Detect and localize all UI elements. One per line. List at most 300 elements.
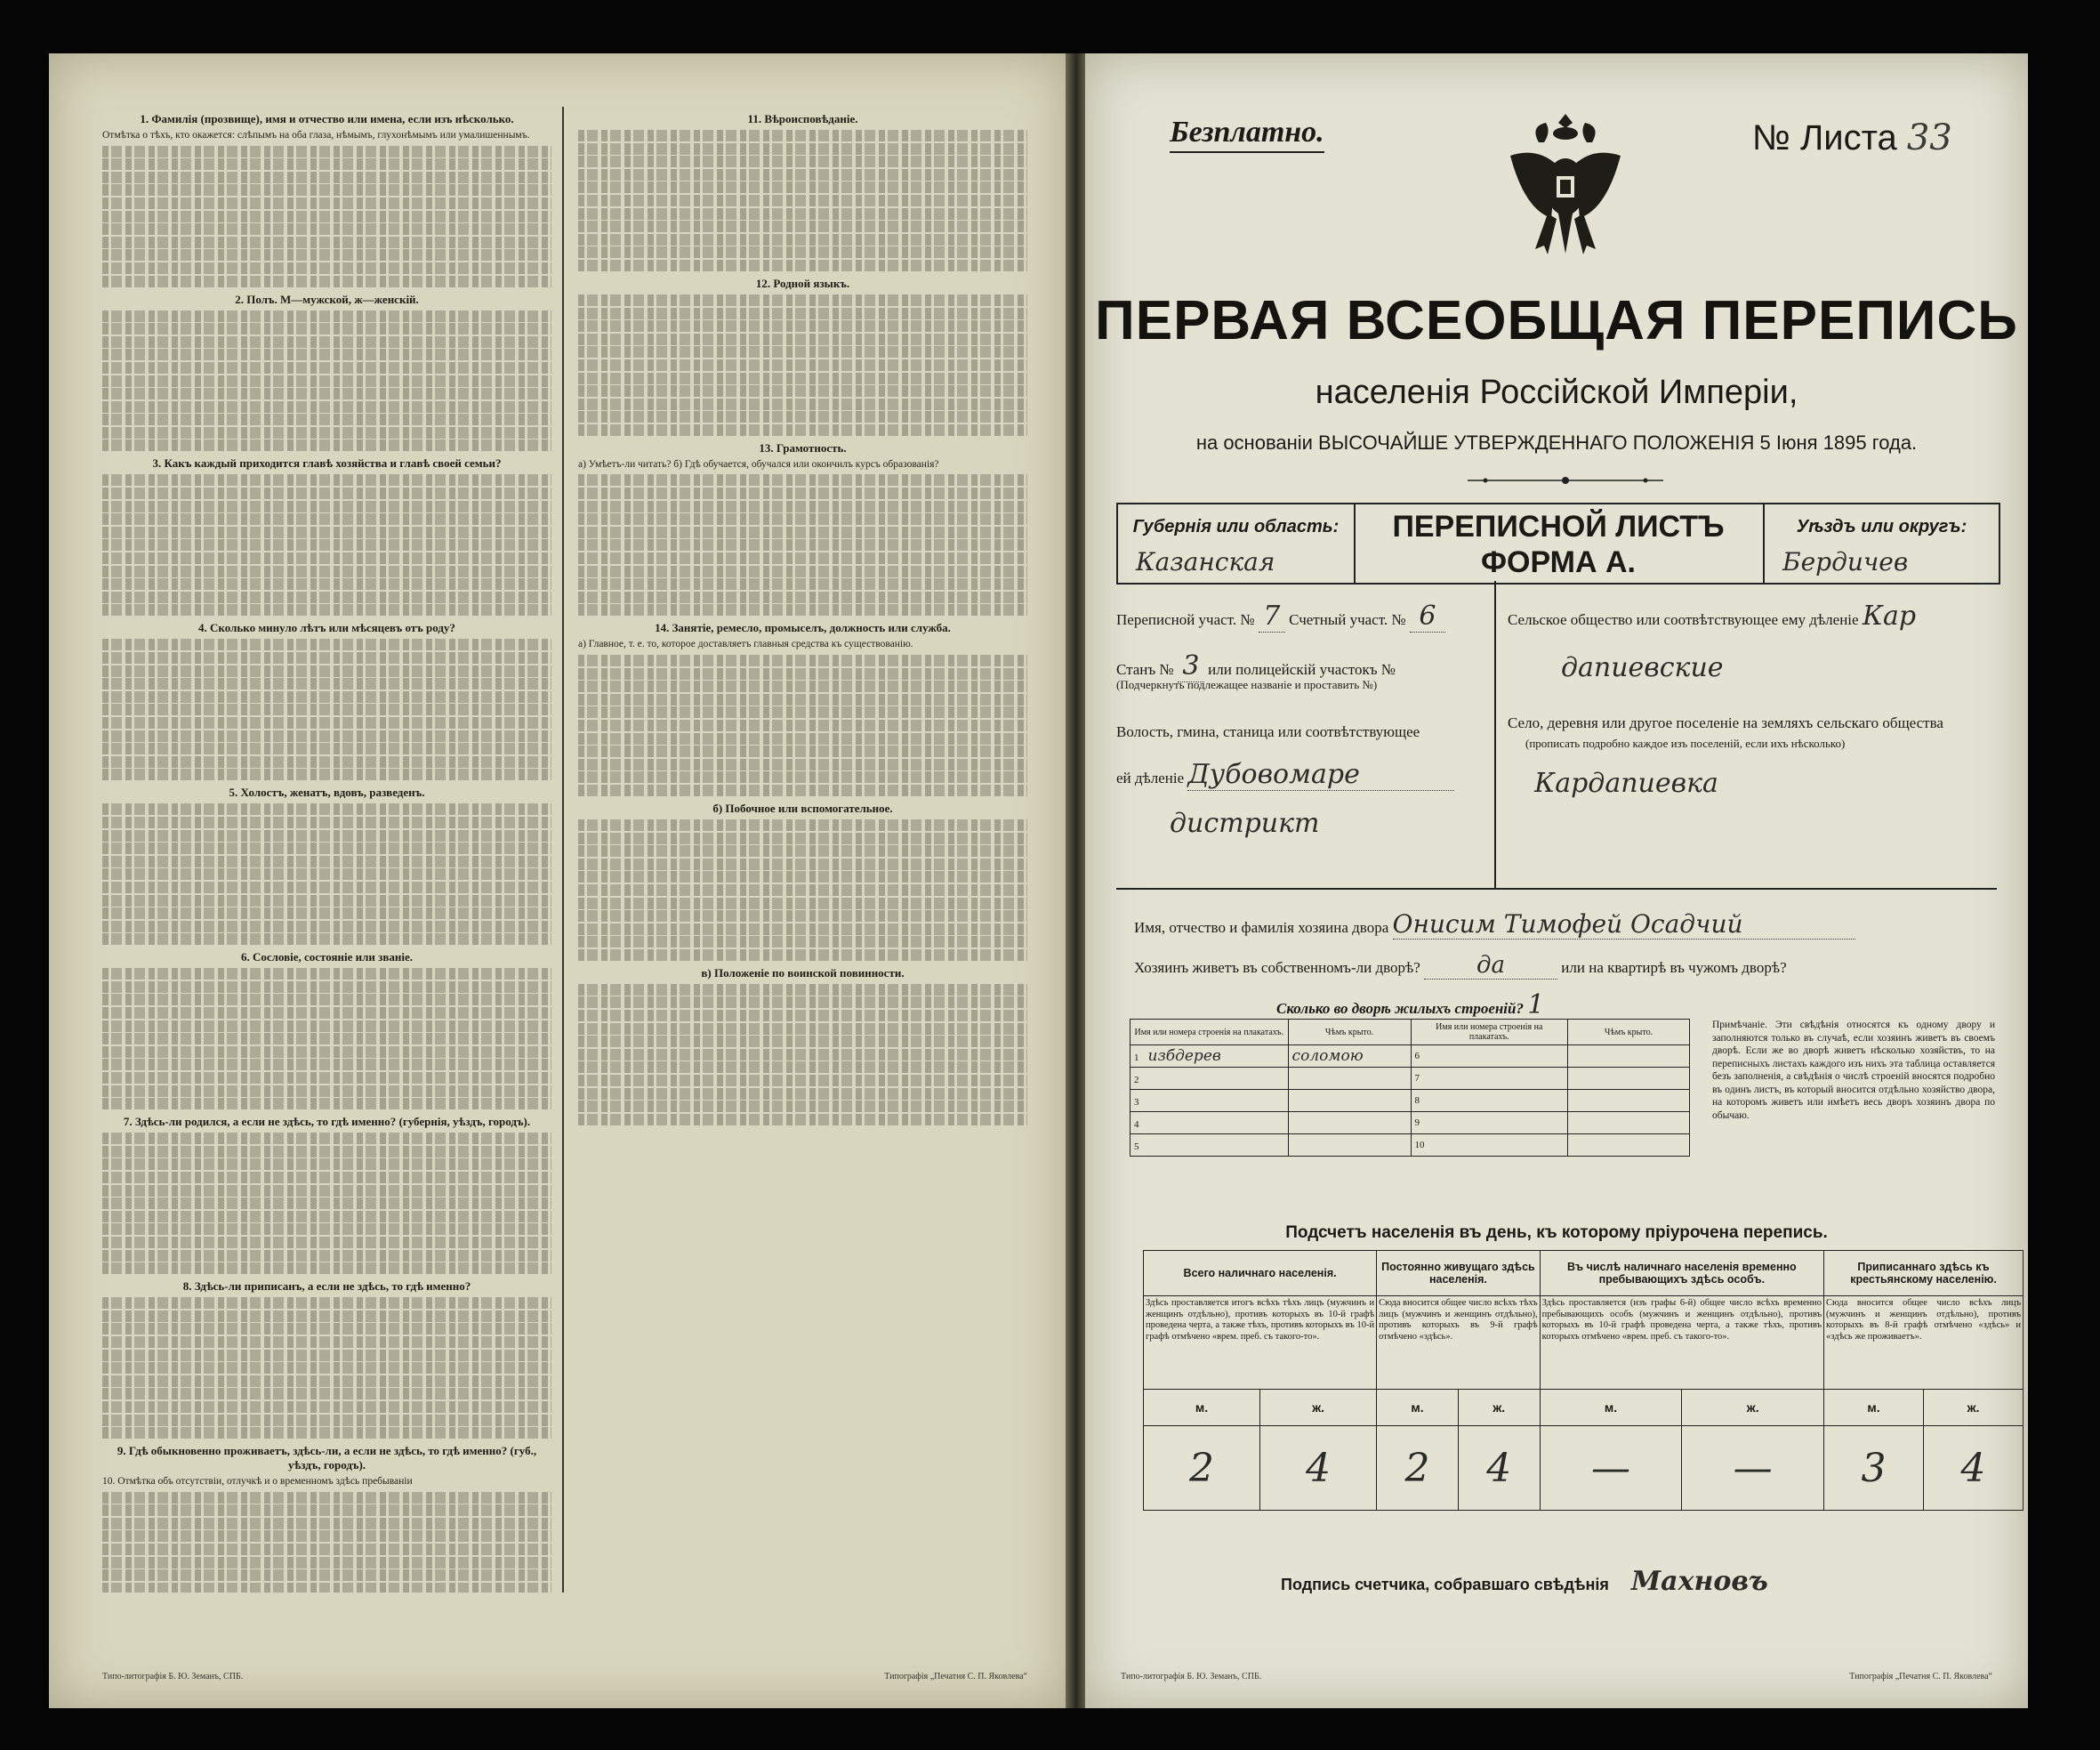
printed-text-line — [578, 668, 1027, 680]
right-footer-printer: Типо-литографія Б. Ю. Земанъ, СПБ. — [1121, 1672, 1262, 1681]
bldg-roof-cell[interactable] — [1288, 1134, 1411, 1157]
printed-text-line — [102, 1518, 551, 1529]
sex-m-3: м. — [1540, 1390, 1682, 1426]
instructions-column-1 — [102, 107, 551, 1593]
printed-text-line — [102, 1557, 551, 1569]
imperial-eagle-emblem-icon — [1503, 107, 1628, 262]
bldg-row-number: 5 — [1134, 1141, 1139, 1152]
printed-text-line — [578, 592, 1027, 603]
society-field — [1508, 601, 1916, 632]
printed-text-line — [578, 308, 1027, 319]
bldg-row-number: 1 — [1134, 1052, 1139, 1063]
left-page-footer — [102, 1672, 1027, 1681]
printed-text-line — [102, 769, 551, 780]
printed-text-line — [102, 414, 551, 425]
bldg-col-roof-2: Чѣмъ крыто. — [1568, 1020, 1690, 1045]
printed-text-line — [578, 1061, 1027, 1073]
printed-text-line — [578, 771, 1027, 783]
printed-text-line — [102, 1375, 551, 1387]
printed-text-line — [102, 262, 551, 274]
printed-text-line — [102, 198, 551, 209]
printed-text-line — [102, 1007, 551, 1019]
form-basis: на основаніи ВЫСОЧАЙШЕ УТВЕРЖДЕННАГО ПОЛОЖЕНІЯ 5 Іюня 1895 года. — [1195, 431, 1918, 454]
printed-text-line — [578, 746, 1027, 757]
form-type-cell — [1354, 504, 1765, 583]
printed-text-line — [578, 859, 1027, 870]
printed-text-line — [578, 759, 1027, 770]
printed-text-line — [578, 346, 1027, 358]
printed-text-line — [102, 1401, 551, 1413]
printed-text-line — [102, 223, 551, 235]
printed-text-line — [102, 843, 551, 854]
printed-text-line — [578, 1088, 1027, 1100]
buildings-table — [1130, 1019, 1690, 1157]
buildings-field — [1276, 989, 1544, 1020]
owner-field — [1134, 909, 1855, 940]
village-label: Село, деревня или другое поселеніе на земляхъ сельскаго общества — [1508, 714, 1943, 731]
book-gutter — [1066, 53, 1087, 1708]
printed-text-line — [102, 1504, 551, 1516]
col1-body-9: 10. Отмѣтка объ отсутствіи, отлучкѣ и о временномъ здѣсь пребываніи — [102, 1476, 413, 1488]
printed-text-line — [102, 323, 551, 335]
own-house-label: Хозяинъ живетъ въ собственномъ-ли дворѣ? — [1134, 959, 1420, 976]
count-desc-total: Здѣсь проставляется итогъ всѣхъ тѣхъ лицъ (мужчинъ и женщинъ отдѣльно), противъ которыхъ въ 10-й графѣ проведена черта, а также тѣхъ, противъ которыхъ въ 10-й графѣ отмѣчено «врем. преб. съ такого-то». — [1144, 1296, 1377, 1390]
bldg-roof-cell[interactable] — [1288, 1068, 1411, 1090]
printed-text-line — [102, 527, 551, 538]
printed-text-line — [102, 513, 551, 525]
bldg-row-number: 3 — [1134, 1097, 1139, 1108]
sex-m-4: м. — [1824, 1390, 1924, 1426]
printed-text-line — [578, 208, 1027, 220]
printed-text-line — [102, 375, 551, 387]
printed-text-line — [102, 1059, 551, 1070]
volost-label-2: ей дѣленіе — [1116, 770, 1185, 786]
count-desc-permanent: Сюда вносится общее число всѣхъ тѣхъ лицъ (мужчинъ и женщинъ отдѣльно), противъ которыхъ въ 9-й графѣ отмѣчено «здѣсь». — [1377, 1296, 1541, 1390]
printed-text-line — [578, 294, 1027, 306]
bldg-name-cell[interactable] — [1130, 1068, 1289, 1090]
census-district-value[interactable]: 7 — [1259, 601, 1285, 633]
buildings-table-row — [1130, 1045, 1690, 1068]
printed-text-line — [102, 704, 551, 715]
sheet-number — [1752, 117, 1952, 158]
printed-text-line — [102, 1146, 551, 1157]
printed-text-line — [578, 819, 1027, 831]
count-value-permanent-f[interactable]: 4 — [1458, 1426, 1540, 1511]
society-label: Сельское общество или соотвѣтствующее ему дѣленіе — [1508, 611, 1859, 628]
sex-f-4: ж. — [1923, 1390, 2023, 1426]
bldg-roof-cell[interactable] — [1288, 1112, 1411, 1134]
printed-text-line — [102, 1310, 551, 1322]
printed-text-line — [102, 388, 551, 399]
printed-text-line — [102, 1544, 551, 1555]
printed-text-line — [102, 1262, 551, 1274]
printed-text-line — [578, 320, 1027, 332]
location-divider — [1494, 581, 1496, 888]
uezd-cell — [1765, 504, 1999, 583]
printed-text-line — [578, 910, 1027, 922]
col2-heading-1: 11. Вѣроисповѣданіе. — [747, 112, 858, 125]
printed-text-line — [578, 334, 1027, 345]
location-fields-box — [1116, 581, 1997, 890]
printed-text-line — [102, 336, 551, 348]
printed-text-line — [578, 845, 1027, 857]
volost-value-2[interactable]: дистрикт — [1170, 808, 1320, 839]
apartment-label: или на квартирѣ въ чужомъ дворѣ? — [1561, 959, 1787, 976]
printed-text-line — [102, 717, 551, 729]
count-value-permanent-m[interactable]: 2 — [1377, 1426, 1459, 1511]
signature-label: Подпись счетчика, собравшаго свѣдѣнія — [1281, 1576, 1609, 1593]
count-desc-temporary: Здѣсь проставляется (изъ графы 6-й) общее число всѣхъ временно пребывающихъ особъ (мужчинъ и женщинъ отдѣльно), противъ которыхъ въ 10-й графѣ проведена черта, а также тѣхъ, противъ которыхъ отмѣчено «врем. преб. съ такого-то». — [1540, 1296, 1823, 1390]
sex-m-2: м. — [1377, 1390, 1459, 1426]
buildings-table-row — [1130, 1068, 1690, 1090]
col1-heading-5: 5. Холостъ, женатъ, вдовъ, разведенъ. — [229, 786, 425, 800]
counting-district-value[interactable]: 6 — [1410, 601, 1445, 633]
printed-text-line — [578, 195, 1027, 206]
printed-text-line — [102, 276, 551, 287]
volost-value[interactable]: Дубовомаре — [1187, 759, 1454, 791]
printed-text-line — [102, 1198, 551, 1209]
bldg-name-cell[interactable]: 7 — [1411, 1068, 1567, 1090]
sex-m-1: м. — [1144, 1390, 1260, 1426]
printed-text-line — [102, 1046, 551, 1058]
printed-text-line — [102, 817, 551, 828]
owner-value[interactable]: Онисим Тимофей Осадчий — [1393, 909, 1855, 940]
printed-text-line — [102, 1250, 551, 1262]
printed-text-line — [102, 440, 551, 451]
gubernia-value[interactable]: Казанская — [1136, 547, 1275, 577]
volost-label-1: Волость, гмина, станица или соотвѣтствующее — [1116, 723, 1420, 740]
village-value-line — [1534, 768, 1718, 799]
printed-text-line — [578, 706, 1027, 718]
printed-text-line — [102, 539, 551, 551]
count-header-total: Всего наличнаго населенія. — [1144, 1251, 1377, 1296]
printed-text-line — [578, 949, 1027, 961]
police-label: или полицейскій участокъ № — [1208, 661, 1396, 678]
form-type-code: ФОРМА А. — [1480, 545, 1637, 579]
printed-text-line — [578, 984, 1027, 996]
instructions-column-2 — [578, 107, 1027, 1593]
printed-text-line — [102, 1211, 551, 1222]
count-values-row — [1144, 1426, 2024, 1511]
printed-text-line — [578, 513, 1027, 525]
printed-text-line — [102, 249, 551, 261]
printed-text-line — [578, 221, 1027, 232]
printed-text-line — [578, 399, 1027, 410]
col2-heading-6: в) Положеніе по воинской повинности. — [701, 965, 905, 980]
printed-text-line — [102, 1415, 551, 1426]
count-value-temporary-f[interactable]: — — [1682, 1426, 1824, 1511]
printed-text-line — [102, 1237, 551, 1248]
printed-text-line — [578, 871, 1027, 883]
census-form-page — [1085, 53, 2028, 1708]
printed-text-line — [102, 933, 551, 945]
bldg-name-cell[interactable]: 6 — [1411, 1045, 1567, 1068]
printed-text-line — [102, 237, 551, 248]
printed-text-line — [578, 1010, 1027, 1021]
stan-note-field — [1116, 675, 1377, 693]
census-district-label: Переписной участ. № — [1116, 611, 1255, 628]
ornament-divider-icon — [1468, 472, 1663, 489]
own-house-value[interactable]: да — [1424, 952, 1557, 980]
printed-text-line — [102, 184, 551, 196]
count-header-permanent: Постоянно живущаго здѣсь населенія. — [1377, 1251, 1541, 1296]
count-value-registered-m[interactable]: 3 — [1824, 1426, 1924, 1511]
printed-text-line — [102, 907, 551, 919]
printed-text-line — [578, 566, 1027, 577]
printed-text-line — [102, 1098, 551, 1109]
printed-text-line — [578, 130, 1027, 141]
buildings-value[interactable]: 1 — [1527, 989, 1545, 1020]
printed-text-line — [102, 803, 551, 815]
printed-text-line — [102, 665, 551, 677]
printed-text-line — [102, 310, 551, 322]
col2-heading-3: 13. Грамотность. — [759, 440, 847, 455]
printed-text-line — [102, 756, 551, 768]
printed-text-line — [102, 349, 551, 360]
right-page-footer — [1121, 1672, 1992, 1681]
printed-text-line — [578, 833, 1027, 844]
printed-text-line — [102, 1569, 551, 1581]
owner-label: Имя, отчество и фамилія хозяина двора — [1134, 919, 1389, 936]
form-subtitle: населенія Россійской Имперіи, — [1315, 374, 1798, 411]
printed-text-line — [102, 427, 551, 439]
form-header-box — [1116, 503, 2000, 585]
left-footer-printer: Типо-литографія Б. Ю. Земанъ, СПБ. — [102, 1672, 244, 1681]
printed-text-line — [102, 1323, 551, 1335]
count-header-temporary: Въ числѣ наличнаго населенія временно пребывающихъ здѣсь особъ. — [1540, 1251, 1823, 1296]
col1-heading-1: 1. Фамилія (прозвище), имя и отчество или имена, если изъ нѣсколько. — [140, 112, 514, 125]
bldg-name-value[interactable]: избдерев — [1147, 1047, 1221, 1065]
printed-text-line — [578, 936, 1027, 948]
own-house-field — [1134, 952, 1787, 980]
buildings-table-row — [1130, 1090, 1690, 1112]
instructions-columns — [102, 107, 1027, 1593]
col2-heading-2: 12. Родной языкъ. — [755, 276, 850, 290]
printed-text-line — [102, 474, 551, 486]
printed-text-line — [102, 211, 551, 222]
printed-text-line — [102, 882, 551, 893]
printed-text-line — [102, 743, 551, 754]
printed-text-line — [578, 501, 1027, 512]
census-district-field — [1116, 601, 1445, 633]
col1-body-1: Отмѣтка о тѣхъ, кто окажется: слѣпымъ на оба глаза, нѣмымъ, глухонѣмымъ или умалишеннымъ. — [102, 130, 530, 141]
bldg-col-name-2: Имя или номера строенія на плакатахъ. — [1411, 1020, 1567, 1045]
bldg-name-cell[interactable] — [1130, 1134, 1289, 1157]
count-value-total-m[interactable]: 2 — [1144, 1426, 1260, 1511]
printed-text-line — [102, 1362, 551, 1374]
buildings-label: Сколько во дворѣ жилыхъ строеній? — [1276, 1000, 1524, 1017]
bldg-name-cell[interactable] — [1130, 1045, 1289, 1068]
printed-text-line — [102, 691, 551, 703]
counting-district-label: Счетный участ. № — [1289, 611, 1406, 628]
buildings-note: Примѣчаніе. Эти свѣдѣнія относятся къ одному двору и заполняются только въ случаѣ, если хозяинъ живетъ въ своемъ дворѣ. Если же во дворѣ живетъ нѣсколько хозяйствъ, то на переписныхъ листахъ каждого изъ нихъ эта таблица оставляется безъ заполненія, а свѣдѣнія о числѣ строеній вносятся подробно въ одинъ листъ, въ который вносится отдѣльно хозяйство двора, на которомъ живетъ или имѣетъ весь дворъ хозяинъ двора по обычаю. — [1712, 1020, 1995, 1121]
count-value-total-f[interactable]: 4 — [1260, 1426, 1377, 1511]
bldg-roof-cell[interactable] — [1288, 1090, 1411, 1112]
printed-text-line — [578, 234, 1027, 246]
printed-text-line — [102, 1020, 551, 1032]
column-divider — [562, 107, 564, 1593]
printed-text-line — [578, 681, 1027, 692]
col1-heading-3: 3. Какъ каждый приходится главѣ хозяйства и главѣ своей семьи? — [152, 456, 502, 471]
bldg-name-cell[interactable]: 8 — [1411, 1090, 1567, 1112]
bldg-roof-cell[interactable] — [1568, 1068, 1690, 1090]
printed-text-line — [578, 1036, 1027, 1047]
instructions-page — [49, 53, 1067, 1708]
printed-text-line — [102, 552, 551, 564]
gubernia-cell — [1118, 504, 1356, 583]
printed-text-line — [578, 733, 1027, 745]
count-description-row — [1144, 1296, 2024, 1390]
bldg-col-name-1: Имя или номера строенія на плакатахъ. — [1130, 1020, 1289, 1045]
population-count-title: Подсчетъ населенія въ день, къ которому пріурочена перепись. — [1285, 1223, 1828, 1242]
buildings-table-row — [1130, 1112, 1690, 1134]
bldg-name-cell[interactable]: 10 — [1411, 1134, 1567, 1157]
printed-text-line — [102, 592, 551, 603]
society-value-line-2 — [1561, 652, 1724, 683]
village-note-field — [1525, 734, 1845, 752]
printed-text-line — [102, 921, 551, 932]
left-footer-typography: Типографія „Печатня С. П. Яковлева“ — [884, 1672, 1027, 1681]
printed-text-line — [102, 1172, 551, 1183]
count-header-row — [1144, 1251, 2024, 1296]
printed-text-line — [578, 884, 1027, 896]
society-value-2[interactable]: дапиевские — [1561, 652, 1724, 683]
printed-text-line — [578, 411, 1027, 423]
bldg-name-cell[interactable]: 9 — [1411, 1112, 1567, 1134]
count-sex-row — [1144, 1390, 2024, 1426]
sex-f-1: ж. — [1260, 1390, 1377, 1426]
printed-text-line — [578, 1023, 1027, 1035]
col2-body-3: а) Умѣетъ-ли читать? б) Гдѣ обучается, обучался или окончилъ курсъ образованія? — [578, 458, 939, 470]
printed-text-line — [578, 359, 1027, 371]
col1-heading-2: 2. Полъ. М—мужской, ж—женскій. — [235, 292, 419, 306]
bldg-name-cell[interactable] — [1130, 1090, 1289, 1112]
printed-text-line — [578, 1114, 1027, 1125]
bldg-roof-cell[interactable] — [1568, 1045, 1690, 1068]
printed-text-line — [102, 730, 551, 742]
bldg-name-cell[interactable] — [1130, 1112, 1289, 1134]
printed-text-line — [578, 143, 1027, 155]
bldg-roof-cell[interactable] — [1568, 1134, 1690, 1157]
col2-body-4: а) Главное, т. е. то, которое доставляетъ главныя средства къ существованію. — [578, 639, 913, 650]
printed-text-line — [102, 868, 551, 880]
printed-text-line — [102, 678, 551, 690]
printed-text-line — [102, 488, 551, 499]
printed-text-line — [578, 604, 1027, 616]
printed-text-line — [578, 785, 1027, 796]
count-header-registered: Приписаннаго здѣсь къ крестьянскому населенію. — [1824, 1251, 2024, 1296]
bldg-row-number: 4 — [1134, 1119, 1139, 1130]
signature-value[interactable]: Махновъ — [1630, 1566, 1768, 1597]
village-value[interactable]: Кардапиевка — [1534, 768, 1718, 799]
bldg-row-number: 2 — [1134, 1075, 1139, 1085]
printed-text-line — [102, 1388, 551, 1399]
right-footer-typography: Типографія „Печатня С. П. Яковлева“ — [1849, 1672, 1992, 1681]
printed-text-line — [102, 994, 551, 1005]
printed-text-line — [578, 424, 1027, 436]
printed-text-line — [578, 655, 1027, 666]
volost-value-line-2 — [1170, 808, 1319, 839]
bldg-roof-value[interactable]: соломою — [1291, 1047, 1364, 1065]
printed-text-line — [102, 172, 551, 183]
printed-text-line — [578, 996, 1027, 1008]
printed-text-line — [578, 156, 1027, 167]
col2-heading-5: б) Побочное или вспомогательное. — [712, 801, 893, 815]
count-value-temporary-m[interactable]: — — [1540, 1426, 1682, 1511]
col1-heading-7: 7. Здѣсь-ли родился, а если не здѣсь, то гдѣ именно? (губернія, уѣздъ, городъ). — [123, 1115, 531, 1129]
printed-text-line — [578, 488, 1027, 499]
printed-text-line — [578, 169, 1027, 181]
free-label: Безплатно. — [1170, 116, 1324, 153]
printed-text-line — [578, 898, 1027, 909]
printed-text-line — [102, 604, 551, 616]
printed-text-line — [102, 652, 551, 664]
bldg-roof-cell[interactable] — [1568, 1112, 1690, 1134]
printed-text-line — [102, 1158, 551, 1170]
printed-text-line — [578, 539, 1027, 551]
printed-text-line — [102, 1033, 551, 1044]
uezd-value[interactable]: Бердичев — [1782, 547, 1909, 577]
form-title: ПЕРВАЯ ВСЕОБЩАЯ ПЕРЕПИСЬ — [1095, 290, 2018, 351]
buildings-table-row — [1130, 1134, 1690, 1157]
uezd-label: Уѣздъ или округъ: — [1796, 517, 1967, 536]
bldg-col-roof-1: Чѣмъ крыто. — [1288, 1020, 1411, 1045]
printed-text-line — [578, 246, 1027, 258]
printed-text-line — [102, 158, 551, 170]
printed-text-line — [102, 1336, 551, 1348]
printed-text-line — [102, 856, 551, 867]
col2-heading-4: 14. Занятіе, ремесло, промыселъ, должность или служба. — [655, 621, 951, 635]
stan-label: Станъ № — [1116, 661, 1174, 678]
printed-text-line — [102, 501, 551, 512]
printed-text-line — [578, 720, 1027, 731]
printed-text-line — [578, 578, 1027, 590]
printed-text-line — [102, 1427, 551, 1439]
printed-text-line — [578, 552, 1027, 564]
sex-f-3: ж. — [1682, 1390, 1824, 1426]
society-value[interactable]: Кар — [1862, 601, 1917, 632]
printed-text-line — [102, 1492, 551, 1504]
printed-text-line — [578, 1049, 1027, 1060]
printed-text-line — [102, 1072, 551, 1084]
printed-text-line — [102, 362, 551, 374]
printed-text-line — [102, 1530, 551, 1542]
count-value-registered-f[interactable]: 4 — [1923, 1426, 2023, 1511]
census-sheet-spread — [36, 53, 2028, 1708]
sheet-number-handwritten: 33 — [1906, 117, 1952, 158]
col1-heading-6: 6. Сословіе, состояніе или званіе. — [240, 950, 414, 964]
printed-text-line — [102, 566, 551, 577]
printed-text-line — [102, 895, 551, 907]
stan-value[interactable]: 3 — [1178, 650, 1204, 682]
form-type-title: ПЕРЕПИСНОЙ ЛИСТЪ — [1392, 510, 1725, 544]
bldg-roof-cell[interactable] — [1568, 1090, 1690, 1112]
col1-heading-4: 4. Сколько минуло лѣтъ или мѣсяцевъ отъ роду? — [198, 621, 455, 635]
printed-text-line — [578, 181, 1027, 193]
bldg-roof-cell[interactable] — [1288, 1045, 1411, 1068]
enumerator-signature — [1281, 1566, 1768, 1597]
printed-text-line — [102, 578, 551, 590]
sex-f-2: ж. — [1458, 1390, 1540, 1426]
count-desc-registered: Сюда вносится общее число всѣхъ лицъ (мужчинъ и женщинъ отдѣльно), противъ которыхъ въ 8-й графѣ отмѣчено «здѣсь» и «здѣсь же проживаетъ». — [1824, 1296, 2024, 1390]
printed-text-line — [102, 1583, 551, 1593]
printed-text-line — [578, 923, 1027, 935]
col1-heading-9: 9. Гдѣ обыкновенно проживаетъ, здѣсь-ли, а если не здѣсь, то гдѣ именно? (губ., уѣздъ, городъ). — [117, 1444, 537, 1472]
printed-text-line — [578, 1101, 1027, 1112]
volost-field — [1116, 759, 1454, 791]
printed-text-line — [102, 639, 551, 650]
printed-text-line — [102, 1133, 551, 1144]
